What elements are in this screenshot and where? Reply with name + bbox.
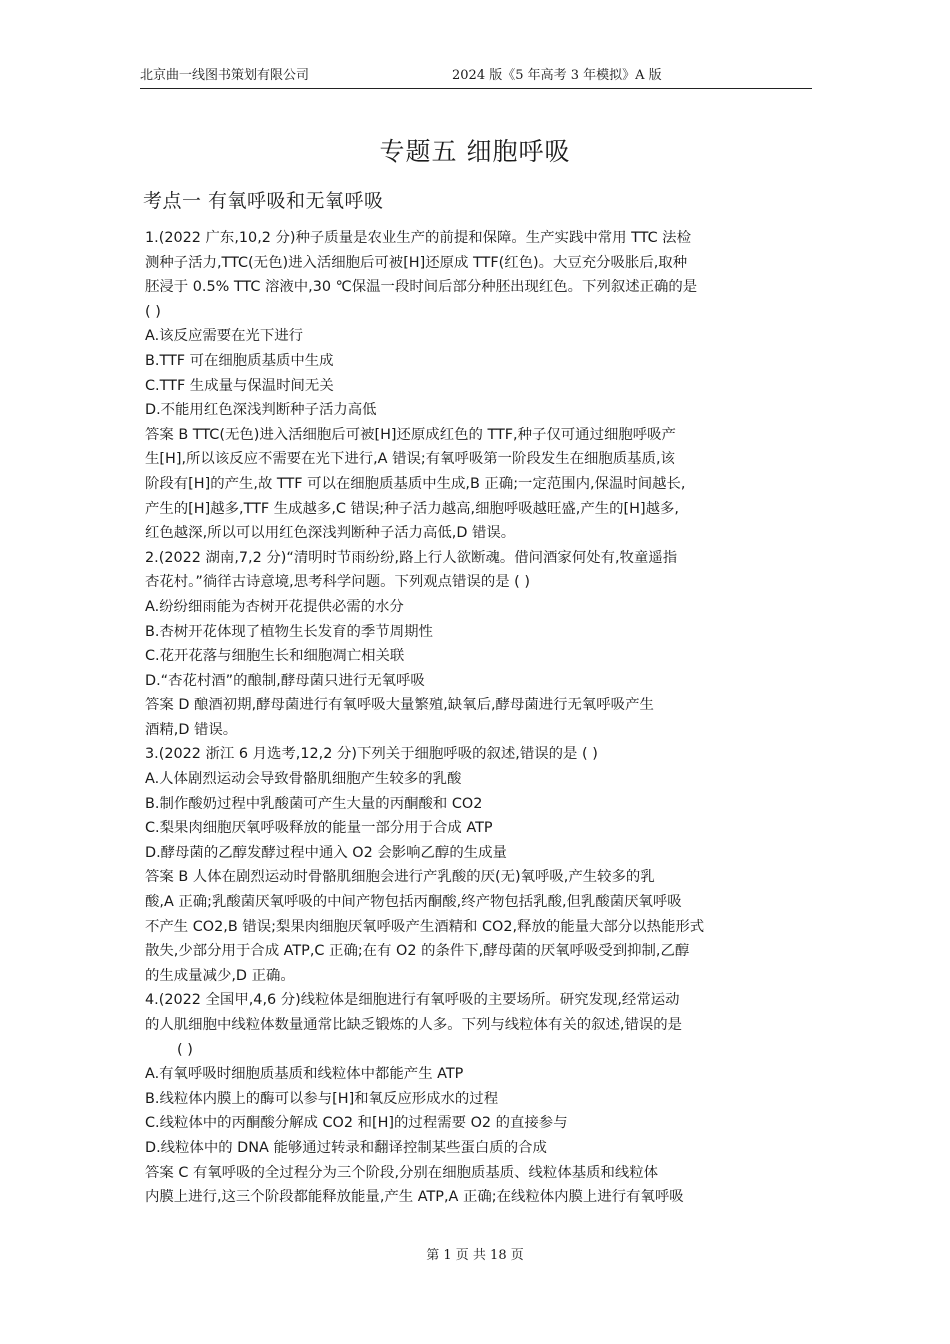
- option-line: D.“杏花村酒”的酿制,酵母菌只进行无氧呼吸: [145, 672, 425, 689]
- text-line: ( ): [145, 303, 161, 320]
- option-line: B.线粒体内膜上的酶可以参与[H]和氧反应形成水的过程: [145, 1090, 499, 1107]
- answer-line: 生[H],所以该反应不需要在光下进行,A 错误;有氧呼吸第一阶段发生在细胞质基质,该: [145, 451, 675, 468]
- answer-line: 答案 C 有氧呼吸的全过程分为三个阶段,分别在细胞质基质、线粒体基质和线粒体: [145, 1164, 659, 1181]
- text-line: 3.(2022 浙江 6 月选考,12,2 分)下列关于细胞呼吸的叙述,错误的是 ( ): [145, 746, 598, 763]
- answer-line: 答案 B TTC(无色)进入活细胞后可被[H]还原成红色的 TTF,种子仅可通过细胞呼吸产: [145, 426, 676, 443]
- option-line: B.制作酸奶过程中乳酸菌可产生大量的丙酮酸和 CO2: [145, 795, 483, 812]
- page-header: [140, 64, 812, 90]
- option-line: B.杏树开花体现了植物生长发育的季节周期性: [145, 623, 433, 640]
- option-line: C.TTF 生成量与保温时间无关: [145, 377, 334, 394]
- option-line: C.线粒体中的丙酮酸分解成 CO2 和[H]的过程需要 O2 的直接参与: [145, 1115, 568, 1132]
- text-line: 4.(2022 全国甲,4,6 分)线粒体是细胞进行有氧呼吸的主要场所。研究发现,经常运动: [145, 992, 680, 1009]
- option-line: A.人体剧烈运动会导致骨骼肌细胞产生较多的乳酸: [145, 771, 462, 788]
- text-line: 2.(2022 湖南,7,2 分)“清明时节雨纷纷,路上行人欲断魂。借问酒家何处有,牧童遥指: [145, 549, 678, 566]
- page-title: 专题五 细胞呼吸: [379, 137, 571, 166]
- option-line: C.花开花落与细胞生长和细胞凋亡相关联: [145, 648, 405, 665]
- option-line: D.酵母菌的乙醇发酵过程中通入 O2 会影响乙醇的生成量: [145, 844, 507, 861]
- answer-line: 酸,A 正确;乳酸菌厌氧呼吸的中间产物包括丙酮酸,终产物包括乳酸,但乳酸菌厌氧呼吸: [145, 894, 682, 911]
- option-line: B.TTF 可在细胞质基质中生成: [145, 352, 334, 369]
- answer-line: 答案 D 酿酒初期,酵母菌进行有氧呼吸大量繁殖,缺氧后,酵母菌进行无氧呼吸产生: [145, 697, 654, 714]
- answer-line: 不产生 CO2,B 错误;梨果肉细胞厌氧呼吸产生酒精和 CO2,释放的能量大部分以热能形式: [145, 918, 705, 935]
- answer-line: 散失,少部分用于合成 ATP,C 正确;在有 O2 的条件下,酵母菌的厌氧呼吸受到抑制,乙醇: [145, 943, 690, 960]
- text-line: 胚浸于 0.5% TTC 溶液中,30 ℃保温一段时间后部分种胚出现红色。下列叙述正确的是: [145, 279, 698, 296]
- answer-line: 内膜上进行,这三个阶段都能释放能量,产生 ATP,A 正确;在线粒体内膜上进行有氧呼吸: [145, 1189, 684, 1206]
- option-line: D.不能用红色深浅判断种子活力高低: [145, 402, 377, 419]
- answer-line: 阶段有[H]的产生,故 TTF 可以在细胞质基质中生成,B 正确;一定范围内,保温时间越长,: [145, 475, 686, 492]
- option-line: A.有氧呼吸时细胞质基质和线粒体中都能产生 ATP: [145, 1066, 464, 1083]
- answer-line: 红色越深,所以可以用红色深浅判断种子活力高低,D 错误。: [145, 525, 516, 542]
- answer-line: 产生的[H]越多,TTF 生成越多,C 错误;种子活力越高,细胞呼吸越旺盛,产生的[H]越多,: [145, 500, 679, 517]
- answer-line: 的生成量减少,D 正确。: [145, 967, 295, 984]
- answer-line: 酒精,D 错误。: [145, 721, 238, 738]
- text-line: ( ): [177, 1041, 193, 1058]
- option-line: A.纷纷细雨能为杏树开花提供必需的水分: [145, 598, 404, 615]
- page-footer: 第 1 页 共 18 页: [426, 1248, 524, 1263]
- text-line: 的人肌细胞中线粒体数量通常比缺乏锻炼的人多。下列与线粒体有关的叙述,错误的是: [145, 1017, 683, 1033]
- text-line: 测种子活力,TTC(无色)进入活细胞后可被[H]还原成 TTF(红色)。大豆充分吸胀后,取种: [145, 254, 688, 271]
- text-line: 杏花村。”徜徉古诗意境,思考科学问题。下列观点错误的是 ( ): [145, 574, 530, 591]
- text-line: 1.(2022 广东,10,2 分)种子质量是农业生产的前提和保障。生产实践中常用 TTC 法检: [145, 230, 691, 246]
- answer-line: 答案 B 人体在剧烈运动时骨骼肌细胞会进行产乳酸的厌(无)氧呼吸,产生较多的乳: [145, 869, 655, 886]
- option-line: A.该反应需要在光下进行: [145, 328, 304, 345]
- option-line: C.梨果肉细胞厌氧呼吸释放的能量一部分用于合成 ATP: [145, 820, 493, 837]
- section-heading: 考点一 有氧呼吸和无氧呼吸: [143, 190, 384, 212]
- header-publisher: 北京曲一线图书策划有限公司: [140, 68, 310, 83]
- header-book-title: 2024 版《5 年高考 3 年模拟》A 版: [452, 68, 662, 83]
- document-body: [145, 226, 810, 1210]
- header-divider: [140, 88, 812, 89]
- option-line: D.线粒体中的 DNA 能够通过转录和翻译控制某些蛋白质的合成: [145, 1139, 547, 1156]
